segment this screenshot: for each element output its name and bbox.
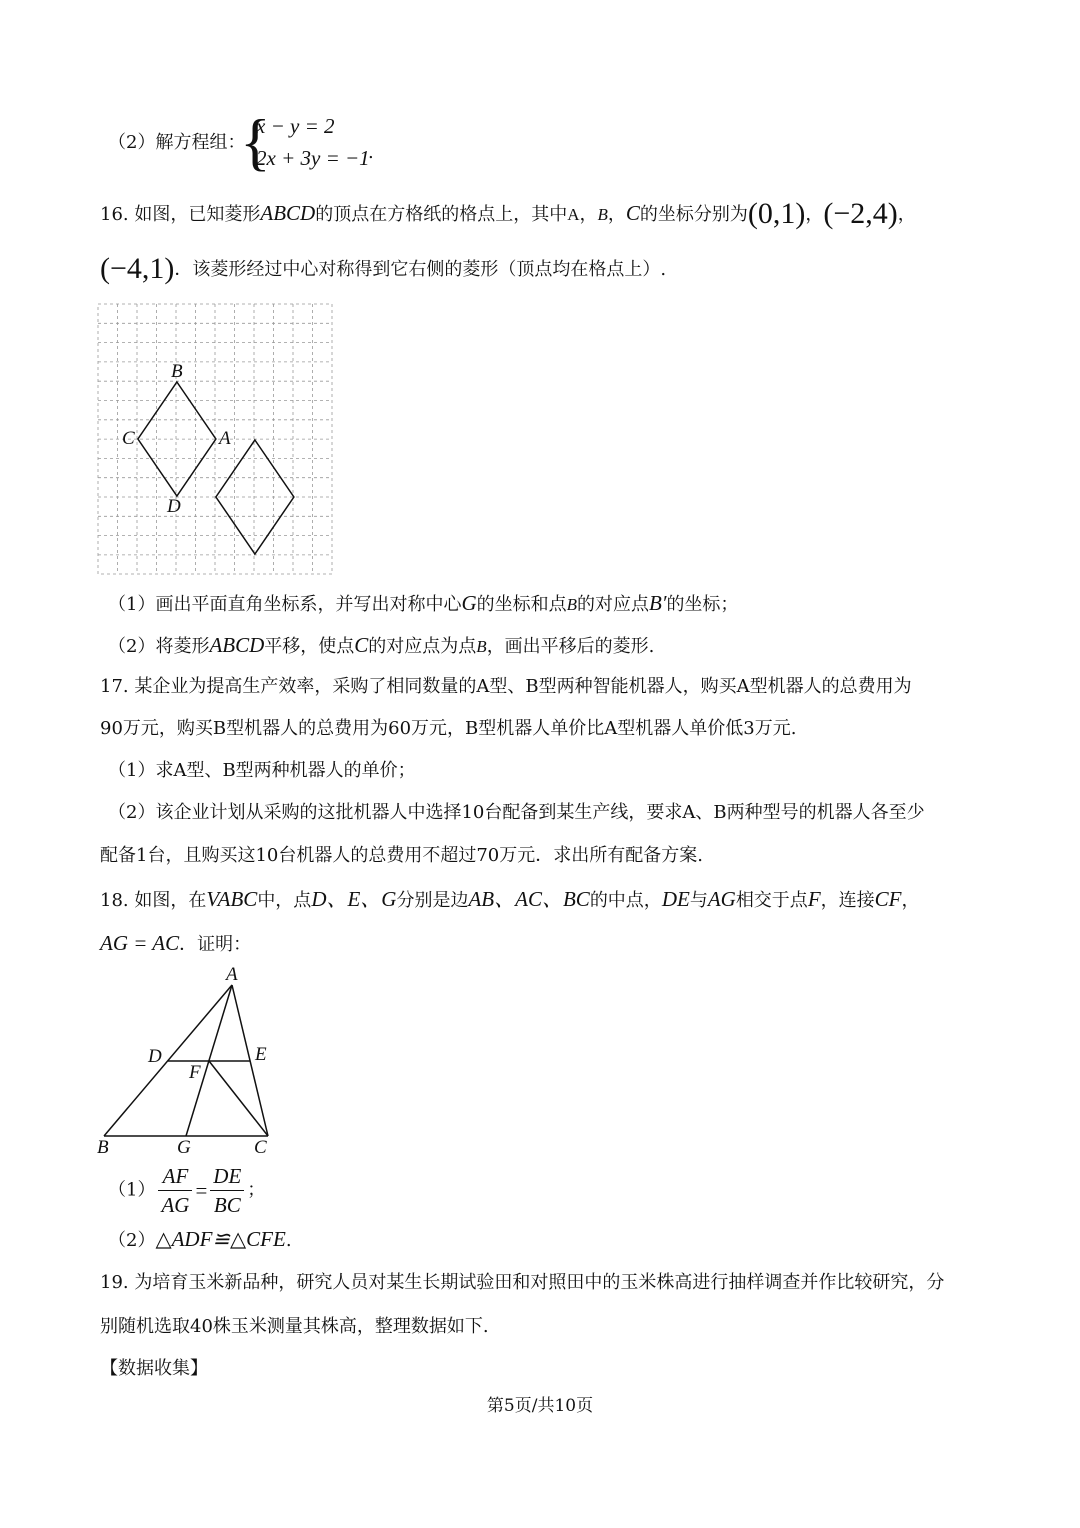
label-tri-c: C bbox=[254, 1137, 267, 1158]
q17-part2b: 配备1台，且购买这10台机器人的总费用不超过70万元．求出所有配备方案. bbox=[100, 845, 703, 866]
q18-part1: （1） $\frac{AF}{AG}$ = $\frac{DE}{BC}$ ； bbox=[108, 1164, 266, 1217]
label-tri-a: A bbox=[226, 964, 238, 985]
label-d: D bbox=[167, 496, 181, 517]
q17-line2: 90万元，购买B型机器人的总费用为60万元，B型机器人单价比A型机器人单价低3万元. bbox=[100, 718, 797, 739]
label-c: C bbox=[122, 428, 135, 449]
q17-part2a: （2）该企业计划从采购的这批机器人中选择10台配备到某生产线，要求A、B两种型号的机器人各至少 bbox=[108, 802, 925, 823]
q19-line1: 19. 为培育玉米新品种，研究人员对某生长期试验田和对照田中的玉米株高进行抽样调查并作比较研究，分 bbox=[100, 1272, 945, 1293]
page-footer: 第5页/共10页 bbox=[486, 1396, 594, 1416]
fraction-de-bc: $\frac{DE}{BC}$ bbox=[210, 1163, 244, 1218]
q18-part2: （2）△ADF≌△CFE. bbox=[108, 1227, 292, 1251]
equation-2: 2x + 3y = −1 bbox=[256, 146, 370, 170]
q18-number: 18. bbox=[100, 890, 129, 911]
label-b: B bbox=[171, 361, 183, 382]
q19-line2: 别随机选取40株玉米测量其株高，整理数据如下. bbox=[100, 1316, 489, 1337]
q17-line1: 17. 某企业为提高生产效率，采购了相同数量的A型、B型两种智能机器人，购买A型机器人的总费用为 bbox=[100, 676, 912, 697]
coord-b: (−2,4) bbox=[823, 197, 898, 230]
label-a: A bbox=[219, 428, 231, 449]
label-tri-f: F bbox=[189, 1062, 201, 1083]
q18-line1: 18. 如图，在VABC中，点D、E、G分别是边AB、AC、BC的中点，DE与AG相交于点F，连接CF， bbox=[100, 887, 920, 911]
label-tri-g: G bbox=[177, 1137, 191, 1158]
label-tri-d: D bbox=[148, 1046, 162, 1067]
q16-number: 16. bbox=[100, 204, 129, 225]
fraction-af-ag: $\frac{AF}{AG}$ bbox=[158, 1163, 192, 1218]
q17-part1: （1）求A型、B型两种机器人的单价； bbox=[108, 760, 416, 781]
q16-line1: 16. 如图，已知菱形ABCD的顶点在方格纸的格点上，其中A，B，C的坐标分别为(0,1)，(−2,4)， bbox=[100, 197, 916, 230]
equation-1: x − y = 2 bbox=[256, 114, 335, 138]
coord-a: (0,1) bbox=[747, 197, 806, 230]
system-brace: { bbox=[240, 106, 271, 177]
coord-c: (−4,1) bbox=[100, 252, 175, 285]
label-tri-e: E bbox=[255, 1044, 267, 1065]
q15-part2-label: （2）解方程组： bbox=[108, 132, 246, 153]
q18-line2: AG = AC．证明： bbox=[100, 931, 252, 955]
equation-end: . bbox=[368, 142, 374, 163]
q16-part2: （2）将菱形ABCD平移，使点C的对应点为点B，画出平移后的菱形. bbox=[108, 633, 655, 657]
q19-section-title: 【数据收集】 bbox=[100, 1358, 208, 1379]
q16-line2: (−4,1)．该菱形经过中心对称得到它右侧的菱形（顶点均在格点上）. bbox=[100, 252, 667, 285]
q16-part1: （1）画出平面直角坐标系，并写出对称中心G的坐标和点B的对应点B′的坐标； bbox=[108, 591, 739, 615]
label-tri-b: B bbox=[97, 1137, 109, 1158]
